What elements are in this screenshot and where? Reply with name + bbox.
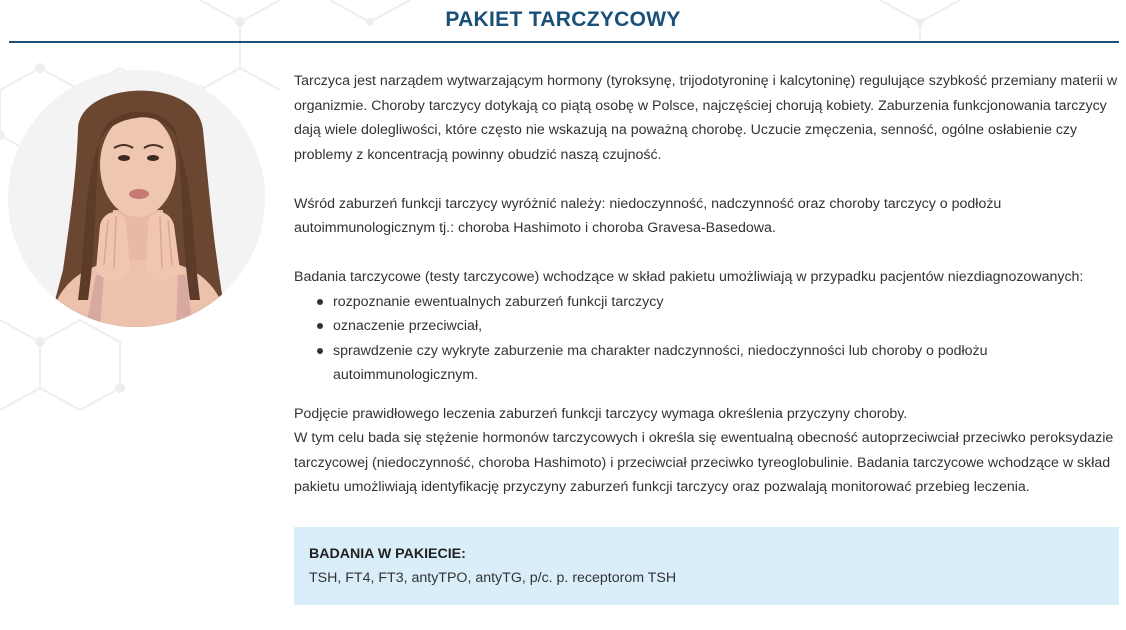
list-item: oznaczenie przeciwciał,	[333, 314, 1120, 339]
title-divider	[9, 41, 1119, 43]
package-tests-heading: BADANIA W PAKIECIE:	[309, 546, 466, 562]
package-tests-list: TSH, FT4, FT3, antyTPO, antyTG, p/c. p. receptorom TSH	[309, 570, 677, 586]
woman-portrait-illustration	[8, 70, 265, 327]
disorders-paragraph: Wśród zaburzeń funkcji tarczycy wyróżnić należy: niedoczynność, nadczynność oraz choroby tarczycy o podłożu autoimmunologicznym tj.: choroba Hashimoto i choroba Gravesa-Basedowa.	[294, 195, 1002, 236]
page-title: PAKIET TARCZYCOWY	[445, 8, 681, 31]
list-item: sprawdzenie czy wykryte zaburzenie ma charakter nadczynności, niedoczynności lub choroby o podłożu autoimmunologicznym.	[333, 339, 1120, 388]
woman-touching-neck-photo	[8, 70, 265, 327]
package-tests-panel	[294, 527, 1119, 605]
tests-intro-paragraph: Badania tarczycowe (testy tarczycowe) wchodzące w skład pakietu umożliwiają w przypadku pacjentów niezdiagnozowanych:	[294, 269, 1084, 285]
treatment-paragraph-2: W tym celu bada się stężenie hormonów tarczycowych i określa się ewentualną obecność autoprzeciwciał przeciwko peroksydazie tarczycowej (niedoczynność, choroba Hashimoto) i przeciwciał przeciwko tyreoglobulinie. Badania tarczycowe wchodzące w skład pakietu umożliwiają identyfikację przyczyny zaburzeń funkcji tarczycy oraz pozwalają monitorować przebieg leczenia.	[294, 430, 1114, 495]
list-item: rozpoznanie ewentualnych zaburzeń funkcji tarczycy	[333, 290, 1120, 315]
tests-benefits-list	[294, 290, 1120, 388]
article-body	[294, 69, 1120, 500]
treatment-paragraph-1: Podjęcie prawidłowego leczenia zaburzeń funkcji tarczycy wymaga określenia przyczyny choroby.	[294, 405, 908, 422]
intro-paragraph: Tarczyca jest narządem wytwarzającym hormony (tyroksynę, trijodotyroninę i kalcytoninę) regulujące szybkość przemiany materii w organizmie. Choroby tarczycy dotykają co piątą osobę w Polsce, najczęściej chorują kobiety. Zaburzenia funkcjonowania tarczycy dają wiele dolegliwości, które często nie wskazują na poważną chorobę. Uczucie zmęczenia, senność, ogólne osłabienie czy problemy z koncentracją powinny obudzić naszą czujność.	[294, 73, 1118, 163]
